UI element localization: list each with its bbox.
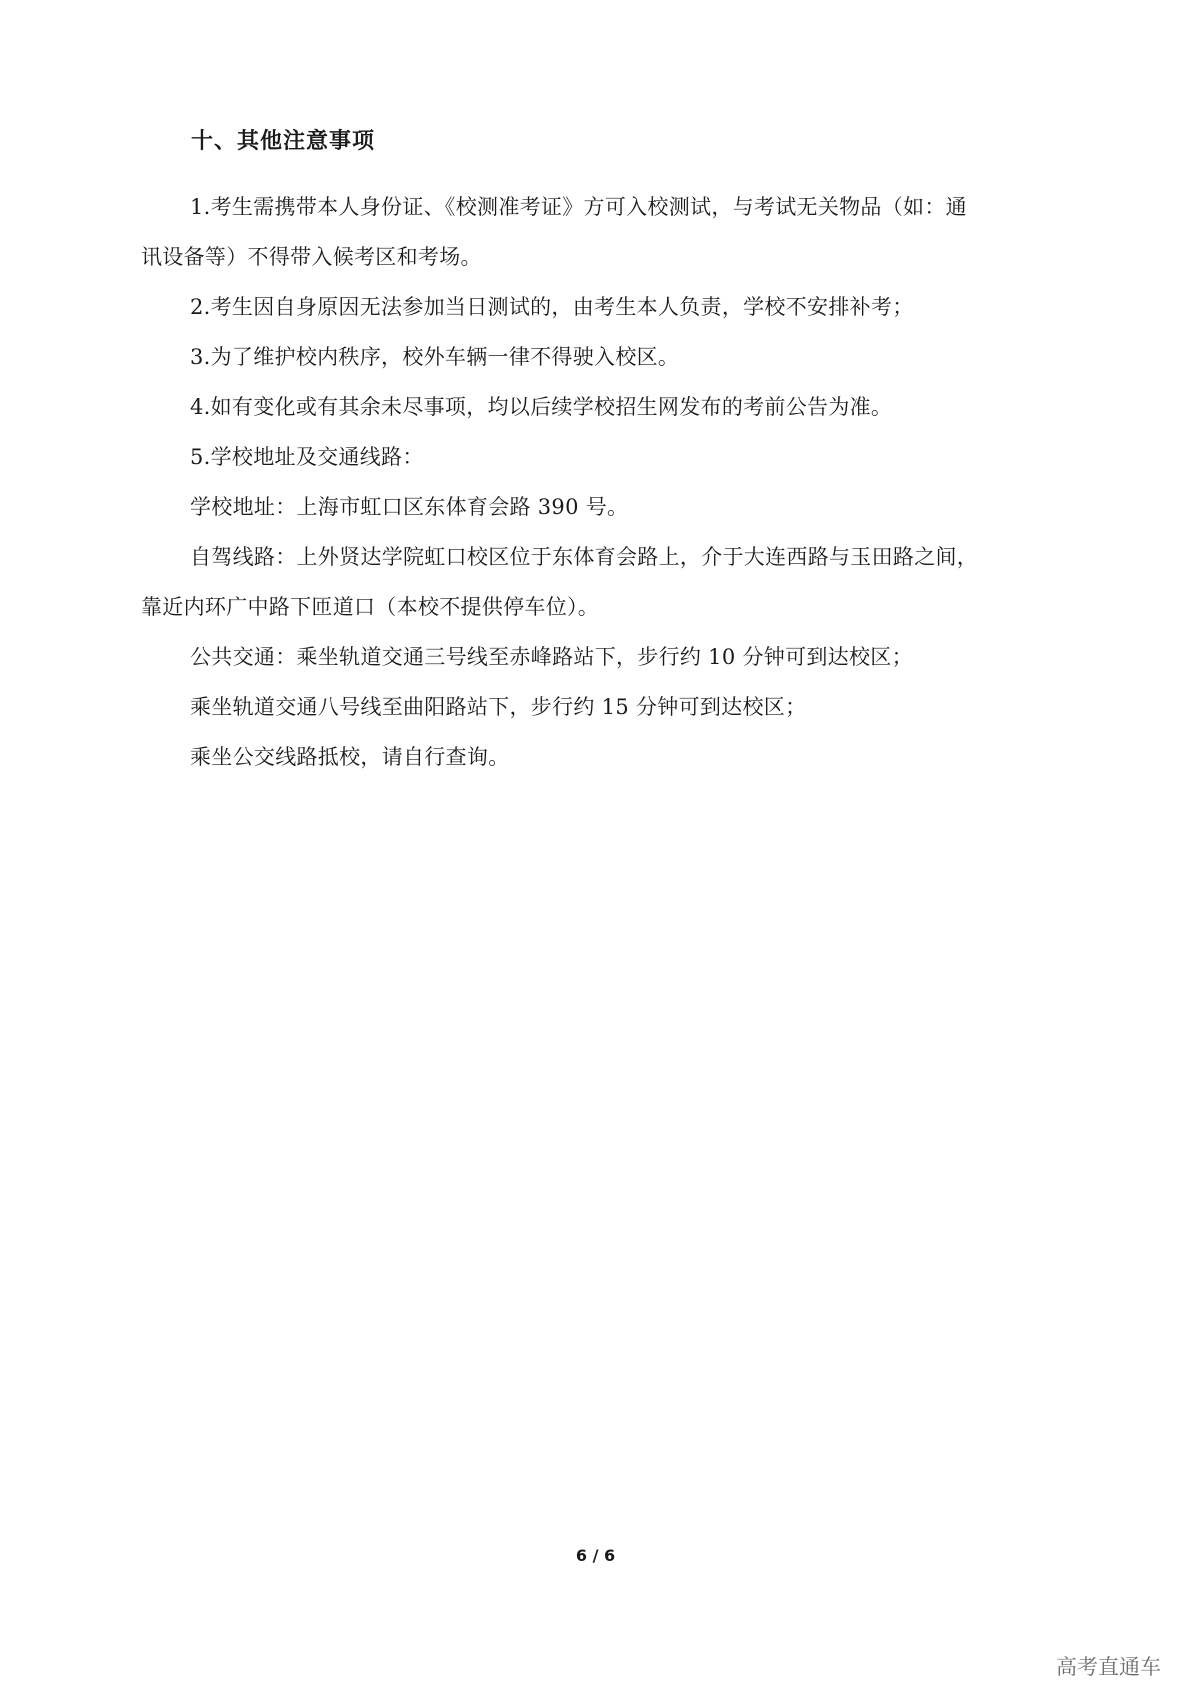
school-address-line-1: 学校地址：上海市虹口区东体育会路 390 号。 xyxy=(190,495,629,519)
notice-item-1-line-1: 1.考生需携带本人身份证、《校测准考证》方可入校测试，与考试无关物品（如：通 xyxy=(190,195,967,219)
notice-item-2 xyxy=(190,282,1070,332)
notice-item-4-line-1: 4.如有变化或有其余未尽事项，均以后续学校招生网发布的考前公告为准。 xyxy=(190,395,893,419)
notice-item-2-line-1: 2.考生因自身原因无法参加当日测试的，由考生本人负责，学校不安排补考； xyxy=(190,295,914,319)
driving-route-line-1: 自驾线路：上外贤达学院虹口校区位于东体育会路上，介于大连西路与玉田路之间， xyxy=(190,545,979,569)
notice-item-1 xyxy=(141,182,1070,282)
notice-item-3-line-1: 3.为了维护校内秩序，校外车辆一律不得驶入校区。 xyxy=(190,345,680,369)
school-address xyxy=(190,482,1070,532)
notice-item-5 xyxy=(190,432,1070,482)
page-number: 6 / 6 xyxy=(575,1546,616,1565)
driving-route xyxy=(141,532,1070,632)
public-transport-line-8-text: 乘坐轨道交通八号线至曲阳路站下，步行约 15 分钟可到达校区； xyxy=(190,695,807,719)
section-heading: 十、其他注意事项 xyxy=(191,129,376,154)
notice-item-3 xyxy=(190,332,1070,382)
notice-item-1-line-2: 讯设备等）不得带入候考区和考场。 xyxy=(141,245,482,269)
public-transport-bus xyxy=(190,732,1070,782)
public-transport-line-8 xyxy=(190,682,1070,732)
public-transport-bus-text: 乘坐公交线路抵校，请自行查询。 xyxy=(190,745,510,769)
public-transport-line-3-text: 公共交通：乘坐轨道交通三号线至赤峰路站下，步行约 10 分钟可到达校区； xyxy=(190,645,913,669)
watermark-text: 高考直通车 xyxy=(1056,1655,1161,1679)
notice-item-4 xyxy=(190,382,1070,432)
notice-item-5-line-1: 5.学校地址及交通线路： xyxy=(190,445,424,469)
driving-route-line-2: 靠近内环广中路下匝道口（本校不提供停车位）。 xyxy=(141,595,600,619)
public-transport-line-3 xyxy=(190,632,1070,682)
